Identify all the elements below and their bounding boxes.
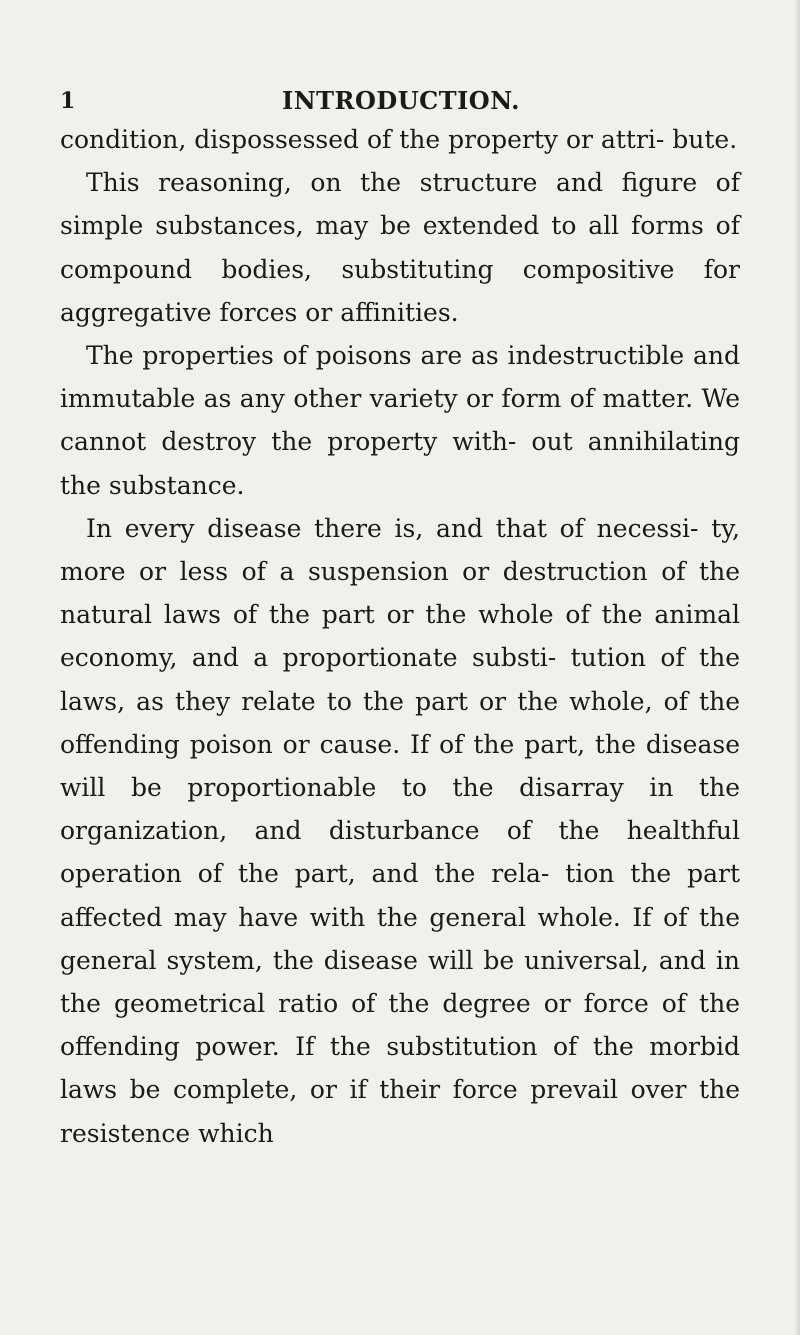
paragraph-continuation: condition, dispossessed of the property or attri- bute. <box>60 125 738 154</box>
running-title: INTRODUCTION. <box>282 86 520 115</box>
paragraph-disease: In every disease there is, and that of necessi- ty, more or less of a suspension or destruction of the natural laws of the part or the whole of the animal economy, and a proportionate substi- tution of the laws, as they relate to the part or the whole, of the offending poison or cause. If of the part, the disease will be proportionable to the disarray in the organization, and disturbance of the healthful operation of the part, and the rela- tion the part affected may have with the general whole. If of the general system, the disease will be universal, and in the geometrical ratio of the degree or force of the offending power. If the substitution of the morbid laws be complete, or if their force prevail over the resistence which <box>60 513 740 1148</box>
page-number: 1 <box>60 88 76 114</box>
paragraph-properties: The properties of poisons are as indestructible and immutable as any other variety or form of matter. We cannot destroy the property with- out annihilating the substance. <box>60 341 740 500</box>
body-text <box>60 118 740 1155</box>
running-head <box>60 86 720 116</box>
paragraph-structure: This reasoning, on the structure and figure of simple substances, may be extended to all forms of compound bodies, substituting compositive for aggregative forces or affinities. <box>60 168 740 327</box>
page-edge <box>794 0 800 1335</box>
